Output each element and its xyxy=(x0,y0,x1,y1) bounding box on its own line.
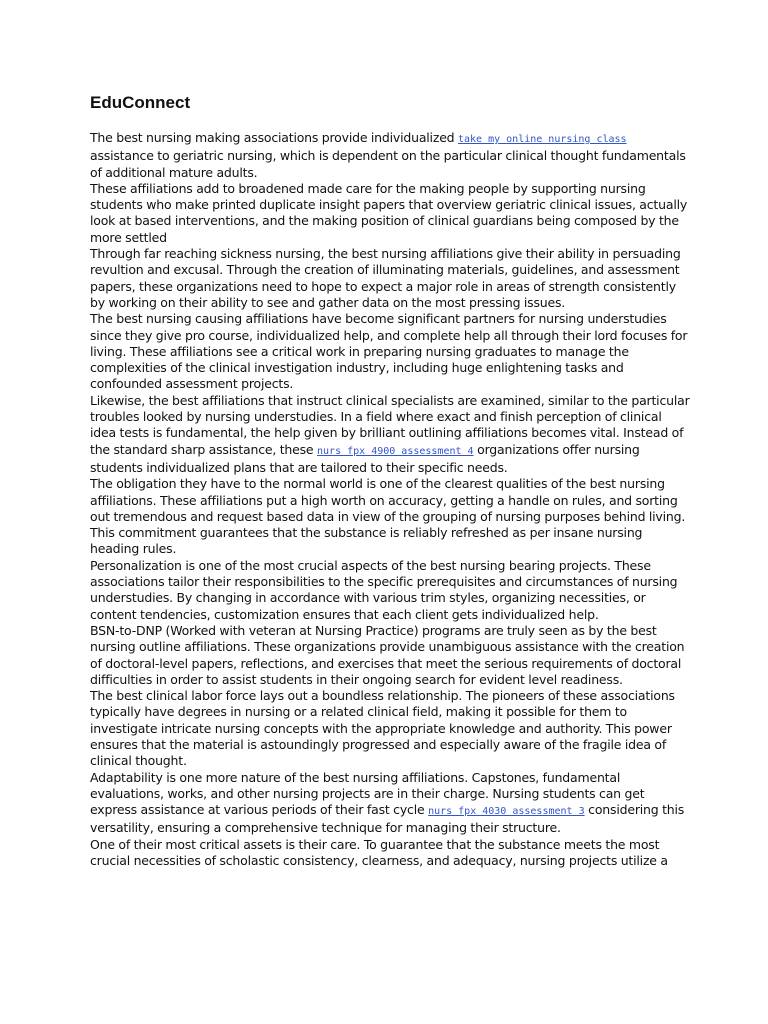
paragraph xyxy=(90,311,690,392)
paragraph xyxy=(90,688,690,769)
inline-link[interactable]: nurs fpx 4030 assessment 3 xyxy=(428,806,585,818)
paragraph xyxy=(90,623,690,688)
paragraph xyxy=(90,476,690,557)
paragraph-text: The best clinical labor force lays out a boundless relationship. The pioneers of these associations typically have degrees in nursing or a related clinical field, making it possible for them to investigate intricate nursing concepts with the appropriate knowledge and authority. This power ensures that the material is astoundingly progressed and especially aware of the fragile idea of clinical thought. xyxy=(90,688,675,769)
paragraph xyxy=(90,770,690,837)
paragraph-text: The best nursing causing affiliations have become significant partners for nursing understudies since they give pro course, individualized help, and complete help all through their lord focuses for living. These affiliations see a critical work in preparing nursing graduates to manage the complexities of the clinical investigation industry, including huge enlightening tasks and confounded assessment projects. xyxy=(90,311,688,392)
paragraph-text: These affiliations add to broadened made care for the making people by supporting nursing students who make printed duplicate insight papers that overview geriatric clinical issues, actually look at based interventions, and the making position of clinical guardians being composed by the more settled xyxy=(90,180,688,245)
paragraph-text: Likewise, the best affiliations that instruct clinical specialists are examined, similar to the particular troubles looked by nursing understudies. In a field where exact and finish perception of clinical idea tests is fundamental, the help given by brilliant outlining affiliations becomes vital. Instead of the standard sharp assistance, these xyxy=(90,392,690,457)
document-title: EduConnect xyxy=(90,93,191,112)
paragraph-text: BSN-to-DNP (Worked with veteran at Nursing Practice) programs are truly seen as by the best nursing outline affiliations. These organizations provide unambiguous assistance with the creation of doctoral-level papers, reflections, and exercises that meet the serious requirements of doctoral difficulties in order to assist students in their ongoing search for evident level readiness. xyxy=(90,622,685,687)
inline-link[interactable]: take my online nursing class xyxy=(458,134,627,145)
paragraph-text: Adaptability is one more nature of the best nursing affiliations. Capstones, fundamental evaluations, works, and other nursing projects are in their charge. Nursing students can get express assistance at various periods of their fast cycle xyxy=(90,769,645,818)
paragraph xyxy=(90,393,690,476)
paragraph xyxy=(90,181,690,246)
paragraph-text: The best nursing making associations provide individualized xyxy=(90,130,458,145)
paragraph xyxy=(90,130,690,181)
paragraph-text: assistance to geriatric nursing, which is dependent on the particular clinical thought fundamentals of additional mature adults. xyxy=(90,148,686,180)
paragraph xyxy=(90,837,690,870)
paragraph xyxy=(90,246,690,311)
paragraph-text: The obligation they have to the normal world is one of the clearest qualities of the best nursing affiliations. These affiliations put a high worth on accuracy, getting a handle on rules, and sorting out tremendous and request based data in view of the grouping of nursing purposes behind living. This commitment guarantees that the substance is reliably refreshed as per insane nursing heading rules. xyxy=(90,476,686,557)
paragraph-text: One of their most critical assets is their care. To guarantee that the substance meets the most crucial necessities of scholastic consistency, clearness, and adequacy, nursing projects utilize a xyxy=(90,836,668,869)
inline-link[interactable]: nurs fpx 4900 assessment 4 xyxy=(317,445,474,457)
paragraph-text: Personalization is one of the most crucial aspects of the best nursing bearing projects. These associations tailor their responsibilities to the specific prerequisites and circumstances of nursing understudies. By changing in accordance with various trim styles, organizing necessities, or content tendencies, customization ensures that each client gets individualized help. xyxy=(90,557,678,622)
document-body xyxy=(90,130,690,869)
paragraph-text: organizations offer nursing students individualized plans that are tailored to their specific needs. xyxy=(90,441,640,475)
paragraph-text: Through far reaching sickness nursing, the best nursing affiliations give their ability in persuading revultion and excusal. Through the creation of illuminating materials, guidelines, and assessment papers, these organizations need to hope to expect a major role in areas of strength consistently by working on their ability to see and gather data on the most pressing issues. xyxy=(90,246,681,310)
paragraph xyxy=(90,558,690,623)
paragraph-text: considering this versatility, ensuring a comprehensive technique for managing their structure. xyxy=(90,802,685,836)
